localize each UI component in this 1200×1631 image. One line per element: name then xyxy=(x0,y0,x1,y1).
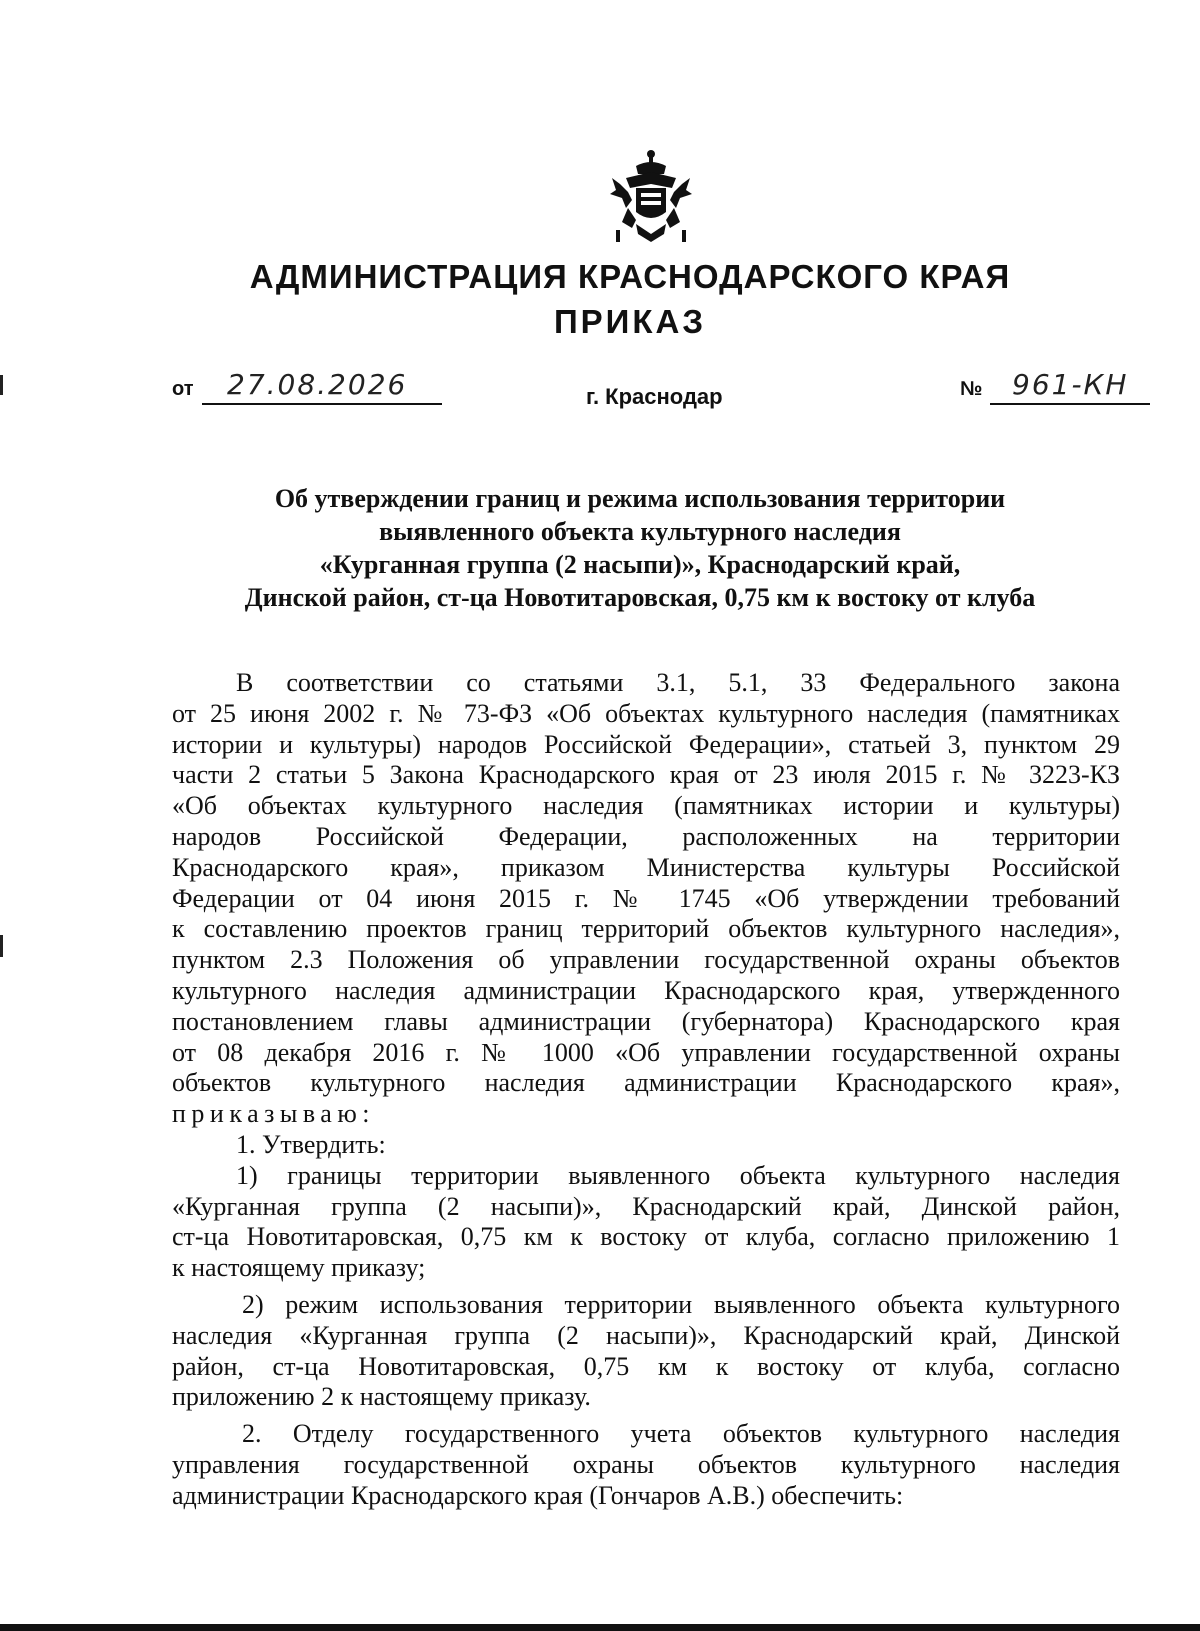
document-body xyxy=(172,668,1120,1512)
text-line: от 08 декабря 2016 г. № 1000 «Об управлении государственной охраны xyxy=(172,1037,1120,1067)
text-line: «Курганная группа (2 насыпи)», Краснодарский край, Динской район, xyxy=(172,1191,1120,1221)
text-line: культурного наследия администрации Краснодарского края, утвержденного xyxy=(172,975,1120,1005)
coat-of-arms-emblem xyxy=(606,148,696,244)
date-underline xyxy=(202,403,442,405)
item-2-paragraph xyxy=(172,1419,1120,1511)
title-line: «Курганная группа (2 насыпи)», Краснодарский край, xyxy=(319,550,961,579)
text-line: к составлению проектов границ территорий объектов культурного наследия», xyxy=(172,914,1120,944)
organization-heading: АДМИНИСТРАЦИЯ КРАСНОДАРСКОГО КРАЯ xyxy=(249,258,1011,295)
title-line: Динской район, ст-ца Новотитаровская, 0,75 км к востоку от клуба xyxy=(244,583,1036,612)
text-line: от 25 июня 2002 г. № 73-ФЗ «Об объектах культурного наследия (памятниках xyxy=(172,698,1120,728)
title-line: Об утверждении границ и режима использования территории xyxy=(274,484,1006,513)
date-value-handwritten: 27.08.2026 xyxy=(227,368,408,401)
text-line: 2. Отделу государственного учета объектов культурного наследия xyxy=(242,1419,1120,1449)
text-line: истории и культуры) народов Российской Федерации», статьей 3, пунктом 29 xyxy=(172,729,1120,759)
text-line: В соответствии со статьями 3.1, 5.1, 33 Федерального закона xyxy=(236,668,1120,697)
scan-edge-mark xyxy=(0,375,3,395)
text-line: ст-ца Новотитаровская, 0,75 км к востоку от клуба, согласно приложению 1 xyxy=(172,1222,1120,1252)
scan-edge-mark xyxy=(0,935,3,957)
text-line: пунктом 2.3 Положения об управлении государственной охраны объектов xyxy=(172,945,1120,975)
text-line: наследия «Курганная группа (2 насыпи)», Краснодарский край, Динской xyxy=(172,1320,1120,1350)
number-value-handwritten: 961-КН xyxy=(1012,368,1129,401)
scan-bottom-border xyxy=(0,1624,1200,1631)
text-line: 1) границы территории выявленного объекта культурного наследия xyxy=(236,1160,1120,1190)
text-line: «Об объектах культурного наследия (памятниках истории и культуры) xyxy=(172,791,1120,821)
text-line: постановлением главы администрации (губернатора) Краснодарского края xyxy=(172,1006,1120,1036)
document-type-heading: ПРИКАЗ xyxy=(553,303,707,340)
item-1-subitem-1 xyxy=(172,1161,1120,1284)
document-title xyxy=(170,482,1110,614)
text-line: 2) режим использования территории выявленного объекта культурного xyxy=(242,1289,1120,1319)
text-line: части 2 статьи 5 Закона Краснодарского края от 23 июля 2015 г. № 3223-КЗ xyxy=(172,760,1120,790)
text-line: администрации Краснодарского края (Гончаров А.В.) обеспечить: xyxy=(172,1480,904,1510)
city-label: г. Краснодар xyxy=(586,384,723,409)
number-underline xyxy=(990,403,1150,405)
date-prefix: от xyxy=(172,378,194,400)
item-1-heading: 1. Утвердить: xyxy=(236,1129,386,1159)
text-line: народов Российской Федерации, расположенных на территории xyxy=(172,821,1120,851)
text-line: Краснодарского края», приказом Министерства культуры Российской xyxy=(172,852,1120,882)
order-word: приказываю: xyxy=(172,1099,375,1129)
text-line: объектов культурного наследия администрации Краснодарского края», xyxy=(172,1068,1120,1098)
date-field xyxy=(172,368,472,408)
title-line: выявленного объекта культурного наследия xyxy=(379,517,901,546)
number-prefix: № xyxy=(960,378,983,400)
number-field xyxy=(960,368,1160,408)
text-line: район, ст-ца Новотитаровская, 0,75 км к востоку от клуба, согласно xyxy=(172,1351,1120,1381)
item-1-subitem-2 xyxy=(172,1290,1120,1413)
text-line: управления государственной охраны объектов культурного наследия xyxy=(172,1449,1120,1479)
text-line: Федерации от 04 июня 2015 г. № 1745 «Об утверждении требований xyxy=(172,883,1120,913)
text-line: к настоящему приказу; xyxy=(172,1253,426,1283)
preamble-paragraph xyxy=(172,668,1120,1130)
text-line: приложению 2 к настоящему приказу. xyxy=(172,1382,591,1412)
